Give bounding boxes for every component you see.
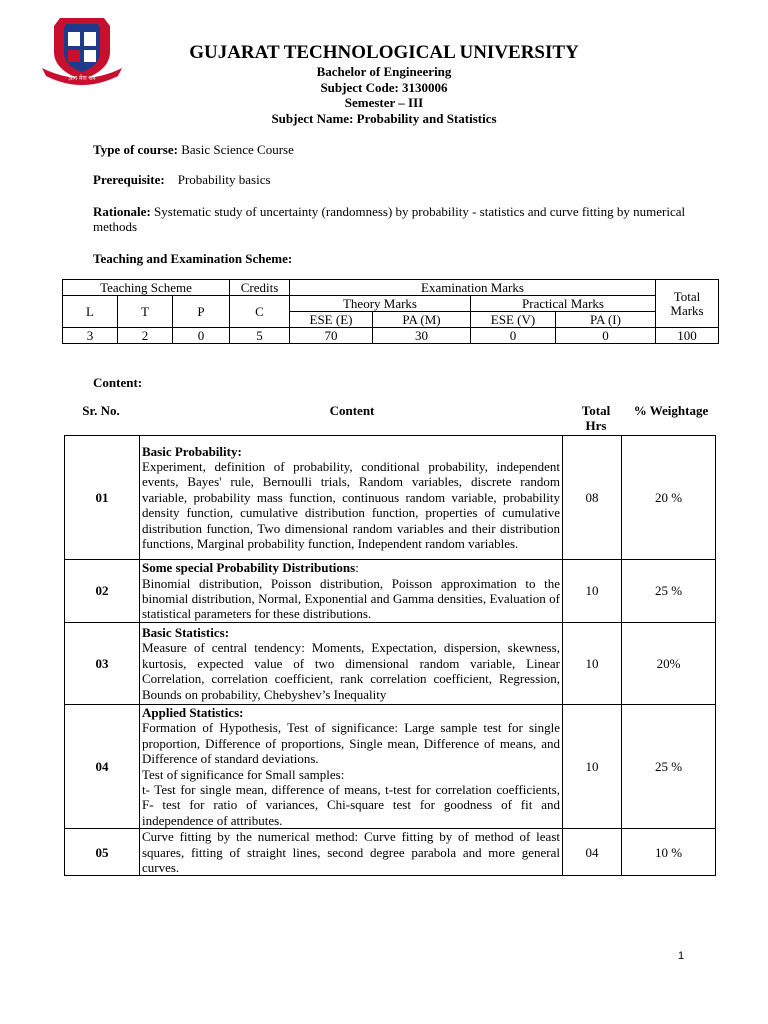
document-header [0,42,768,126]
col-weightage-header: % Weightage [633,403,709,418]
row-title: Basic Probability: [142,443,242,459]
table-row [65,436,716,560]
col-l: L [63,296,118,328]
credits-header: Credits [230,280,290,296]
row-sr: 02 [65,560,140,623]
exam-marks-header: Examination Marks [290,280,656,296]
row-content [140,623,563,705]
row-text: Experiment, definition of probability, conditional probability, independent events, Bayes' rule, Bernoulli trials, Random variables, discrete random variable, probability mass function, continuous random variable, probability density function, cumulative distribution function, properties of cumulative distribution function, Two dimensional random variables and their distribution functions, Marginal probability function, Independent random variables. [142,458,560,552]
value-t: 2 [118,328,173,344]
value-c: 5 [230,328,290,344]
row-title: Applied Statistics: [142,705,244,720]
subject-name: Subject Name: Probability and Statistics [271,110,497,126]
teaching-scheme-table [62,279,719,344]
row-hrs: 08 [563,436,622,560]
value-p: 0 [173,328,230,344]
table-row [65,705,716,829]
page-number: 1 [678,950,685,962]
row-text: Measure of central tendency: Moments, Expectation, dispersion, skewness, kurtosis, expected value of two dimensional random variable, Linear Correlation, correlation coefficient, rank correlation coefficient, Regression, Bounds on probability, Chebyshev’s Inequality [142,640,560,702]
col-content-header: Content [329,403,375,418]
row-weightage: 20% [622,623,716,705]
row-title: Some special Probability Distributions [142,560,356,576]
row-sr: 05 [65,829,140,876]
col-ese-v: ESE (V) [471,312,556,328]
university-name: GUJARAT TECHNOLOGICAL UNIVERSITY [189,42,579,63]
row-content [140,560,563,623]
row-title-suffix: : [355,560,359,576]
col-pa-m: PA (M) [373,312,471,328]
row-weightage: 25 % [622,560,716,623]
value-total: 100 [656,328,719,344]
table-row [65,623,716,705]
value-pa-i: 0 [556,328,656,344]
col-sr-header: Sr. No. [82,403,120,418]
row-weightage: 20 % [622,436,716,560]
row-hrs: 10 [563,623,622,705]
logo-motto: ज्ञान मेरा धन [68,75,96,82]
col-t: T [118,296,173,328]
row-hrs: 04 [563,829,622,876]
row-content [140,705,563,829]
degree: Bachelor of Engineering [316,64,452,79]
semester: Semester – III [344,95,424,110]
scheme-heading: Teaching and Examination Scheme: [93,251,293,266]
row-title: Basic Statistics: [142,624,230,640]
row-hrs: 10 [563,705,622,829]
theory-marks-header: Theory Marks [290,296,471,312]
table-row [65,560,716,623]
row-text: Formation of Hypothesis, Test of significance: Large sample test for single proportion, Difference of proportions, Single mean, Difference of means, and Difference of standard deviations. Test of significance for Small samples: t- Test for single mean, difference of means, t-test for correlation coefficients, F- test for ratio of variances, Chi-square test for goodness of fit and independence of attributes. [142,720,560,828]
row-content [140,436,563,560]
content-table [64,435,716,876]
value-ese-v: 0 [471,328,556,344]
row-sr: 03 [65,623,140,705]
teaching-scheme-header: Teaching Scheme [63,280,230,296]
scheme-values-row [63,328,719,344]
row-sr: 04 [65,705,140,829]
col-pa-i: PA (I) [556,312,656,328]
row-text: Curve fitting by the numerical method: Curve fitting by of method of least squares, fitting of straight lines, second degree parabola and more general curves. [142,829,560,876]
col-p: P [173,296,230,328]
row-text: Binomial distribution, Poisson distribution, Poisson approximation to the binomial distribution, Normal, Exponential and Gamma densities, Evaluation of statistical parameters for these distributions. [142,575,560,622]
prerequisite: Prerequisite: Probability basics [93,172,271,187]
content-heading: Content: [93,375,143,390]
subject-code: Subject Code: 3130006 [320,79,448,95]
col-ese-e: ESE (E) [290,312,373,328]
row-sr: 01 [65,436,140,560]
row-content [140,829,563,876]
col-hrs-header: Total Hrs [581,403,611,433]
table-row [65,829,716,876]
rationale: Rationale: Systematic study of uncertainty (randomness) by probability - statistics and curve fitting by numerical methods [93,204,686,234]
value-pa-m: 30 [373,328,471,344]
course-type: Type of course: Basic Science Course [93,142,294,157]
practical-marks-header: Practical Marks [471,296,656,312]
row-weightage: 25 % [622,705,716,829]
row-hrs: 10 [563,560,622,623]
value-l: 3 [63,328,118,344]
row-weightage: 10 % [622,829,716,876]
col-c: C [230,296,290,328]
total-marks-header: Total Marks [656,280,719,328]
value-ese-e: 70 [290,328,373,344]
